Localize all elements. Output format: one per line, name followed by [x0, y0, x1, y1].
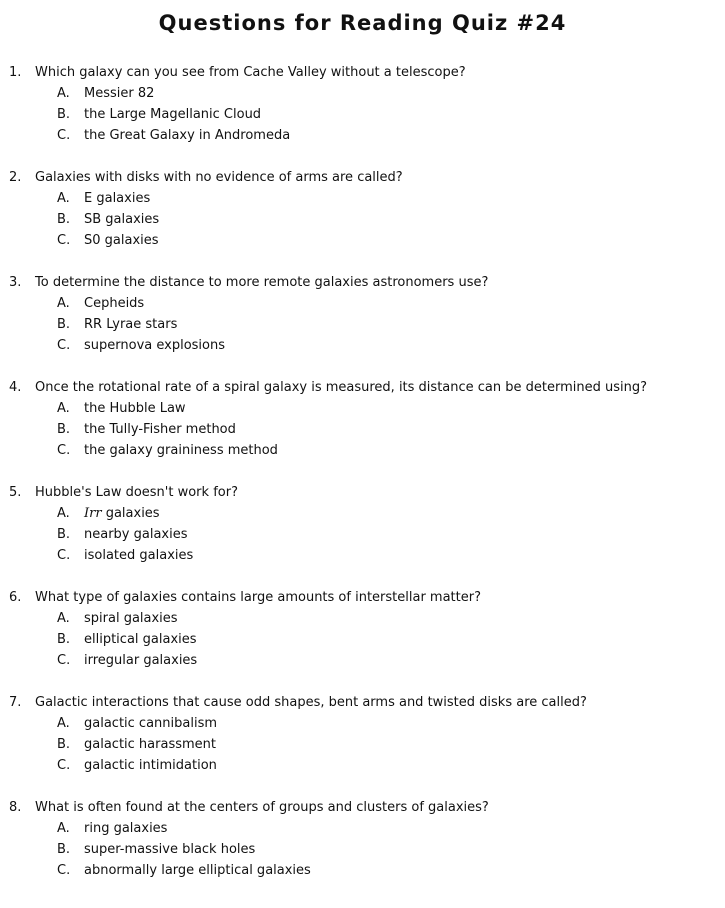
option-letter: A.: [57, 716, 70, 731]
question-number: 7.: [9, 695, 22, 710]
option-text: nearby galaxies: [84, 527, 188, 542]
option-text: Cepheids: [84, 296, 145, 311]
option-a: [57, 398, 186, 419]
option-text: supernova explosions: [84, 338, 225, 353]
page-title: Questions for Reading Quiz #24: [158, 11, 567, 35]
option-a: [57, 83, 154, 104]
question-prompt: Which galaxy can you see from Cache Valley without a telescope?: [35, 65, 466, 80]
option-letter: B.: [57, 212, 71, 227]
option-text: super-massive black holes: [84, 842, 256, 857]
question-6: [0, 587, 725, 671]
question-7: [0, 692, 725, 776]
option-a: [57, 503, 160, 524]
option-a: [57, 818, 167, 839]
question-number: 6.: [9, 590, 22, 605]
option-text: galactic cannibalism: [84, 716, 218, 731]
option-text: SB galaxies: [84, 212, 160, 227]
option-letter: C.: [57, 548, 71, 563]
option-letter: B.: [57, 842, 71, 857]
option-text-italic: Irr: [84, 506, 102, 521]
question-prompt: Galactic interactions that cause odd shapes, bent arms and twisted disks are called?: [35, 695, 587, 710]
question-1: [0, 62, 725, 146]
option-letter: C.: [57, 128, 71, 143]
option-letter: B.: [57, 632, 71, 647]
option-c: [57, 440, 278, 461]
question-number: 3.: [9, 275, 22, 290]
option-letter: A.: [57, 86, 70, 101]
option-a: [57, 188, 150, 209]
option-letter: B.: [57, 107, 71, 122]
option-c: [57, 755, 217, 776]
option-text: irregular galaxies: [84, 653, 198, 668]
option-letter: B.: [57, 317, 71, 332]
option-text: galactic intimidation: [84, 758, 217, 773]
question-text: [9, 797, 725, 818]
question-prompt: To determine the distance to more remote galaxies astronomers use?: [35, 275, 489, 290]
option-b: [57, 104, 261, 125]
question-text: [9, 587, 725, 608]
option-letter: A.: [57, 401, 70, 416]
option-text: isolated galaxies: [84, 548, 194, 563]
question-text: [9, 272, 725, 293]
option-a: [57, 713, 217, 734]
option-letter: C.: [57, 653, 71, 668]
question-3: [0, 272, 725, 356]
question-text: [9, 377, 725, 398]
option-text: E galaxies: [84, 191, 151, 206]
option-b: [57, 839, 255, 860]
option-c: [57, 230, 159, 251]
option-text: Messier 82: [84, 86, 155, 101]
option-b: [57, 314, 177, 335]
option-text: the Tully-Fisher method: [84, 422, 236, 437]
option-text: the Hubble Law: [84, 401, 186, 416]
option-b: [57, 734, 216, 755]
option-letter: C.: [57, 233, 71, 248]
option-text: abnormally large elliptical galaxies: [84, 863, 311, 878]
option-text: ring galaxies: [84, 821, 168, 836]
option-c: [57, 545, 193, 566]
option-a: [57, 608, 178, 629]
option-letter: B.: [57, 527, 71, 542]
option-letter: C.: [57, 863, 71, 878]
option-text: the galaxy graininess method: [84, 443, 278, 458]
question-prompt: What is often found at the centers of groups and clusters of galaxies?: [35, 800, 489, 815]
question-8: [0, 797, 725, 881]
question-prompt: What type of galaxies contains large amounts of interstellar matter?: [35, 590, 481, 605]
option-letter: A.: [57, 611, 70, 626]
option-text: elliptical galaxies: [84, 632, 197, 647]
option-b: [57, 209, 159, 230]
question-number: 1.: [9, 65, 22, 80]
question-number: 4.: [9, 380, 22, 395]
question-prompt: Once the rotational rate of a spiral galaxy is measured, its distance can be determined using?: [35, 380, 648, 395]
option-text: galactic harassment: [84, 737, 216, 752]
question-5: [0, 482, 725, 566]
question-text: [9, 62, 725, 83]
question-text: [9, 167, 725, 188]
question-number: 5.: [9, 485, 22, 500]
option-letter: A.: [57, 821, 70, 836]
option-letter: A.: [57, 296, 70, 311]
option-letter: B.: [57, 737, 71, 752]
option-text: the Great Galaxy in Andromeda: [84, 128, 291, 143]
option-letter: A.: [57, 506, 70, 521]
question-prompt: Hubble's Law doesn't work for?: [35, 485, 238, 500]
option-text: RR Lyrae stars: [84, 317, 178, 332]
option-c: [57, 125, 290, 146]
option-c: [57, 335, 225, 356]
option-letter: C.: [57, 443, 71, 458]
option-c: [57, 860, 311, 881]
option-b: [57, 419, 236, 440]
question-text: [9, 482, 725, 503]
option-letter: A.: [57, 191, 70, 206]
option-text: spiral galaxies: [84, 611, 178, 626]
question-4: [0, 377, 725, 461]
question-prompt: Galaxies with disks with no evidence of arms are called?: [35, 170, 403, 185]
question-number: 2.: [9, 170, 22, 185]
question-2: [0, 167, 725, 251]
option-letter: B.: [57, 422, 71, 437]
question-number: 8.: [9, 800, 22, 815]
option-text: the Large Magellanic Cloud: [84, 107, 262, 122]
option-a: [57, 293, 144, 314]
option-letter: C.: [57, 758, 71, 773]
option-c: [57, 650, 197, 671]
option-text: S0 galaxies: [84, 233, 159, 248]
option-letter: C.: [57, 338, 71, 353]
option-text: galaxies: [101, 506, 160, 521]
option-b: [57, 524, 188, 545]
question-text: [9, 692, 725, 713]
option-b: [57, 629, 197, 650]
